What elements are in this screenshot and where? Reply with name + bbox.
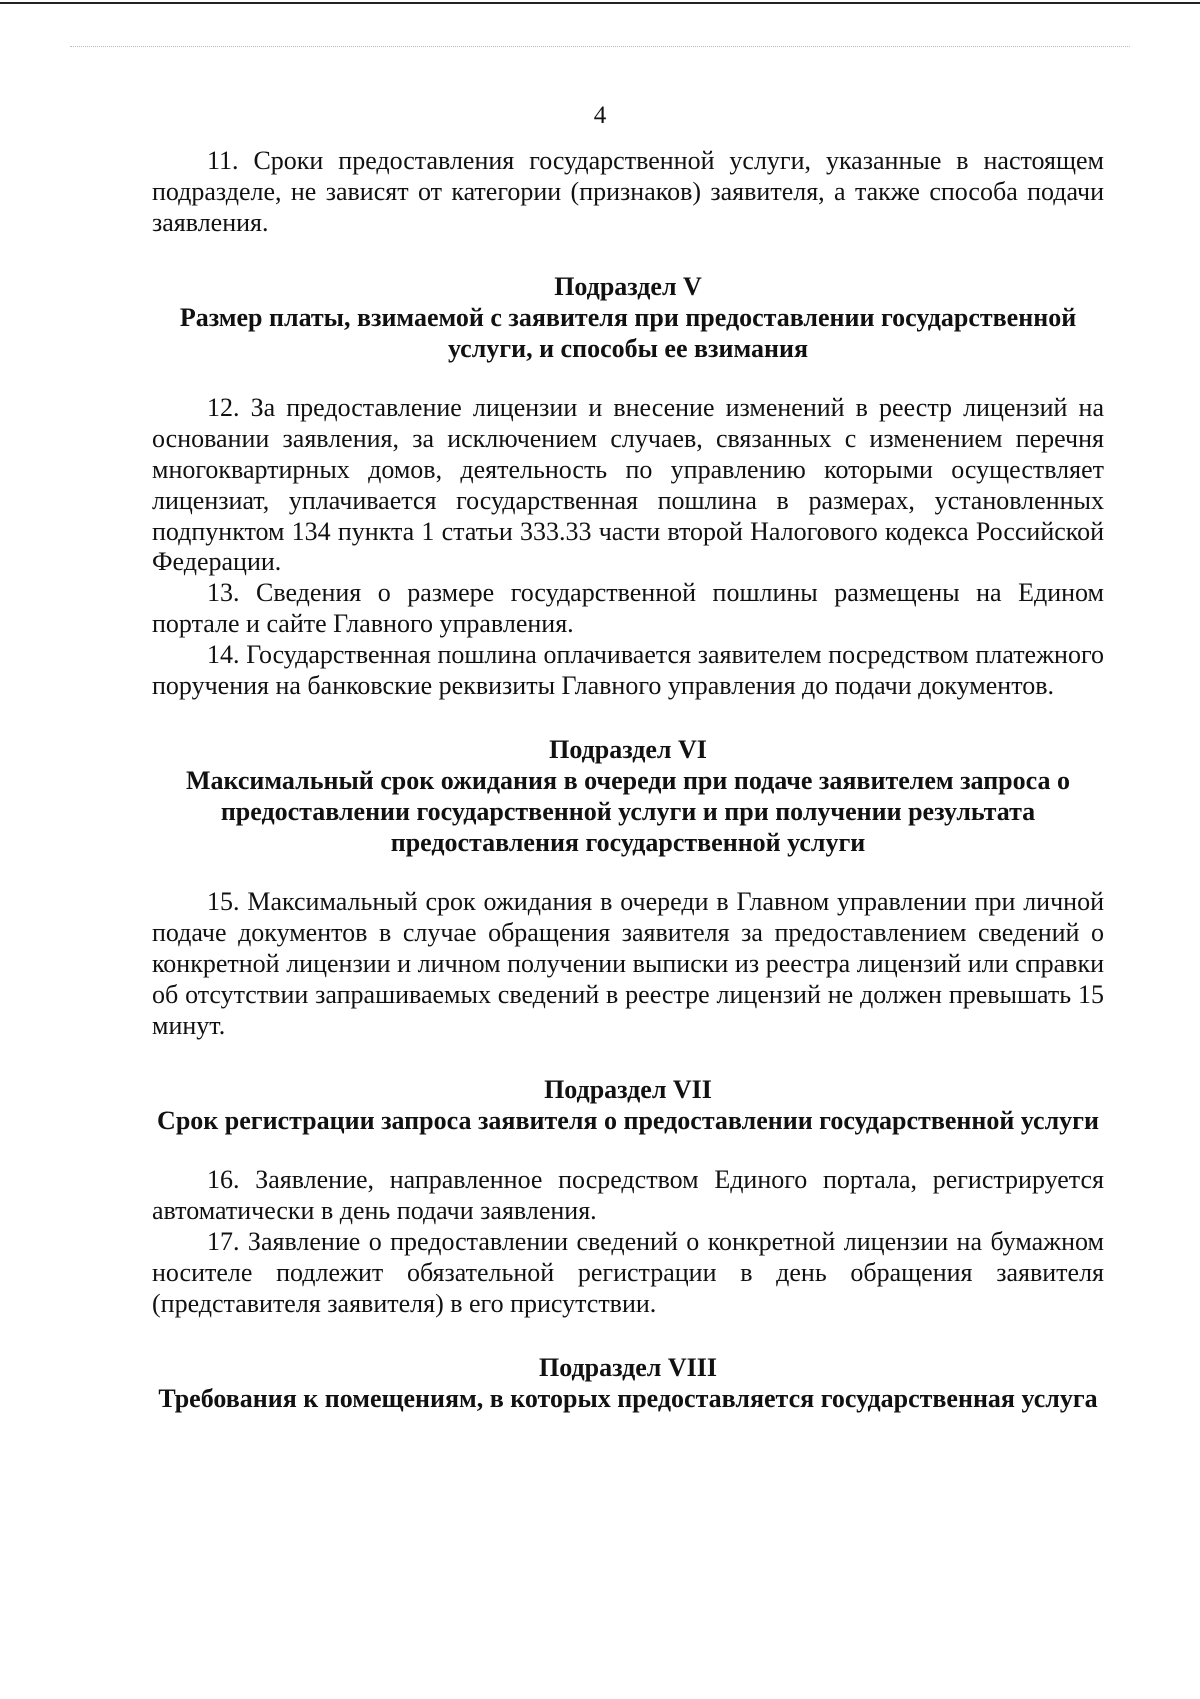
subsection-6-heading	[152, 734, 1104, 858]
subsection-7-title: Срок регистрации запроса заявителя о предоставлении государственной услуги	[157, 1106, 1099, 1136]
paragraph-16: 16. Заявление, направленное посредством Единого портала, регистрируется автоматически в день подачи заявления.	[152, 1165, 1104, 1226]
subsection-5-title: Размер платы, взимаемой с заявителя при предоставлении государственной услуги, и способы ее взимания	[179, 303, 1077, 364]
page-number: 4	[593, 102, 607, 129]
paragraph-15: 15. Максимальный срок ожидания в очереди в Главном управлении при личной подаче документов в случае обращения заявителя за предоставлением сведений о конкретной лицензии и личном получении выписки из реестра лицензий или справки об отсутствии запрашиваемых сведений в реестре лицензий не должен превышать 15 минут.	[152, 887, 1104, 1040]
subsection-6-title: Максимальный срок ожидания в очереди при подаче заявителем запроса о предоставлении государственной услуги и при получении результата предоставления государственной услуги	[185, 766, 1070, 858]
subsection-5-number: Подраздел V	[554, 272, 702, 302]
scan-edge-artifact	[0, 0, 1200, 14]
scan-border-line	[0, 2, 1200, 4]
subsection-8-number: Подраздел VIII	[539, 1353, 717, 1383]
subsection-6-number: Подраздел VI	[549, 735, 707, 765]
paragraph-14: 14. Государственная пошлина оплачивается заявителем посредством платежного поручения на банковские реквизиты Главного управления до подачи документов.	[152, 639, 1104, 700]
subsection-5-heading	[152, 271, 1104, 364]
paragraph-11: 11. Сроки предоставления государственной услуги, указанные в настоящем подразделе, не зависят от категории (признаков) заявителя, а также способа подачи заявления.	[152, 146, 1104, 237]
paragraph-13: 13. Сведения о размере государственной пошлины размещены на Едином портале и сайте Главного управления.	[152, 578, 1104, 638]
paragraph-12: 12. За предоставление лицензии и внесение изменений в реестр лицензий на основании заявления, за исключением случаев, связанных с изменением перечня многоквартирных домов, деятельность по управлению которыми осуществляет лицензиат, уплачивается государственная пошлина в размерах, установленных подпунктом 134 пункта 1 статьи 333.33 части второй Налогового кодекса Российской Федерации.	[152, 393, 1104, 577]
scan-noise-line	[70, 46, 1130, 47]
subsection-8-heading	[152, 1352, 1104, 1414]
document-body	[152, 146, 1104, 1443]
paragraph-17: 17. Заявление о предоставлении сведений о конкретной лицензии на бумажном носителе подлежит обязательной регистрации в день обращения заявителя (представителя заявителя) в его присутствии.	[152, 1226, 1104, 1318]
subsection-7-number: Подраздел VII	[544, 1075, 712, 1105]
subsection-8-title: Требования к помещениям, в которых предоставляется государственная услуга	[158, 1384, 1098, 1414]
subsection-7-heading	[152, 1074, 1104, 1136]
